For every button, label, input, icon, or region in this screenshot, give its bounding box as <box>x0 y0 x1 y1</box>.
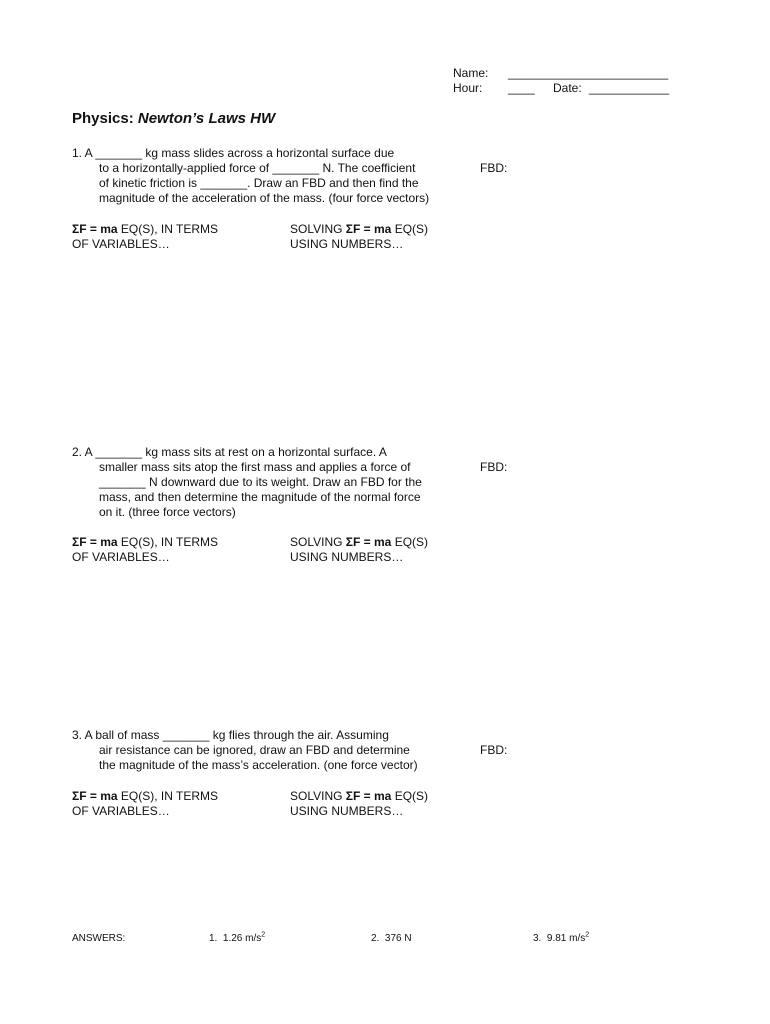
solving-label: SOLVING <box>290 789 346 803</box>
problem-2-fbd-label: FBD: <box>480 460 508 474</box>
answer-number: 2. <box>371 933 380 944</box>
problem-1-line-4: magnitude of the acceleration of the mass. (four force vectors) <box>99 191 430 205</box>
hour-label: Hour: <box>453 81 483 95</box>
answer-value: 9.81 m/s <box>546 933 586 944</box>
problem-2-line-4: mass, and then determine the magnitude of the normal force <box>99 490 421 504</box>
eqs-label: EQ(S) <box>391 789 429 803</box>
answer-exponent: 2 <box>585 931 590 939</box>
answer-number: 1. <box>209 933 218 944</box>
date-blank: ____________ <box>589 81 670 95</box>
solving-label: SOLVING <box>290 222 346 236</box>
problem-3-fbd-label: FBD: <box>480 743 508 757</box>
problem-1-using-numbers: USING NUMBERS… <box>290 237 404 251</box>
problem-2-line-2: smaller mass sits atop the first mass and applies a force of <box>99 460 411 474</box>
problem-2-line-5: on it. (three force vectors) <box>99 505 236 519</box>
name-blank: ________________________ <box>508 66 669 80</box>
answer-2 <box>371 933 412 944</box>
sum-f-ma: ΣF = ma <box>72 789 118 803</box>
eqs-label: EQ(S) <box>391 535 429 549</box>
problem-1-of-variables: OF VARIABLES… <box>72 237 170 251</box>
answers-label: ANSWERS: <box>72 933 126 944</box>
eqs-in-terms: EQ(S), IN TERMS <box>117 789 219 803</box>
problem-1-equation-heading <box>72 222 218 237</box>
hour-blank: ____ <box>508 81 535 95</box>
problem-1-line-2: to a horizontally-applied force of _______ N. The coefficient <box>99 161 416 175</box>
problem-1-line-1: 1. A _______ kg mass slides across a horizontal surface due <box>72 146 395 160</box>
problem-1-fbd-label: FBD: <box>480 161 508 175</box>
eqs-in-terms: EQ(S), IN TERMS <box>117 535 219 549</box>
title-topic: Newton’s Laws HW <box>137 110 276 127</box>
problem-3-solving-heading <box>290 789 428 804</box>
problem-1-line-3: of kinetic friction is _______. Draw an FBD and then find the <box>99 176 419 190</box>
problem-2-line-1: 2. A _______ kg mass sits at rest on a horizontal surface. A <box>72 445 387 459</box>
problem-3-of-variables: OF VARIABLES… <box>72 804 170 818</box>
problem-2-using-numbers: USING NUMBERS… <box>290 550 404 564</box>
problem-3-equation-heading <box>72 789 218 804</box>
problem-3-line-2: air resistance can be ignored, draw an FBD and determine <box>99 743 410 757</box>
sum-f-ma: ΣF = ma <box>345 789 392 803</box>
answer-value: 1.26 m/s <box>222 933 262 944</box>
problem-2-solving-heading <box>290 535 428 550</box>
answer-3 <box>533 933 589 944</box>
answer-exponent: 2 <box>261 931 266 939</box>
answer-1 <box>209 933 265 944</box>
problem-3-line-1: 3. A ball of mass _______ kg flies through the air. Assuming <box>72 728 389 742</box>
solving-label: SOLVING <box>290 535 346 549</box>
problem-1-solving-heading <box>290 222 428 237</box>
answer-value: 376 N <box>384 933 412 944</box>
sum-f-ma: ΣF = ma <box>345 222 392 236</box>
name-label: Name: <box>453 66 489 80</box>
problem-3-line-3: the magnitude of the mass’s acceleration. (one force vector) <box>99 758 418 772</box>
sum-f-ma: ΣF = ma <box>72 535 118 549</box>
eqs-label: EQ(S) <box>391 222 429 236</box>
problem-2-of-variables: OF VARIABLES… <box>72 550 170 564</box>
eqs-in-terms: EQ(S), IN TERMS <box>117 222 219 236</box>
problem-3-using-numbers: USING NUMBERS… <box>290 804 404 818</box>
answer-number: 3. <box>533 933 542 944</box>
page-title <box>72 110 275 127</box>
sum-f-ma: ΣF = ma <box>72 222 118 236</box>
date-label: Date: <box>553 81 582 95</box>
problem-2-equation-heading <box>72 535 218 550</box>
title-prefix: Physics: <box>72 110 138 127</box>
sum-f-ma: ΣF = ma <box>345 535 392 549</box>
problem-2-line-3: _______ N downward due to its weight. Draw an FBD for the <box>99 475 422 489</box>
